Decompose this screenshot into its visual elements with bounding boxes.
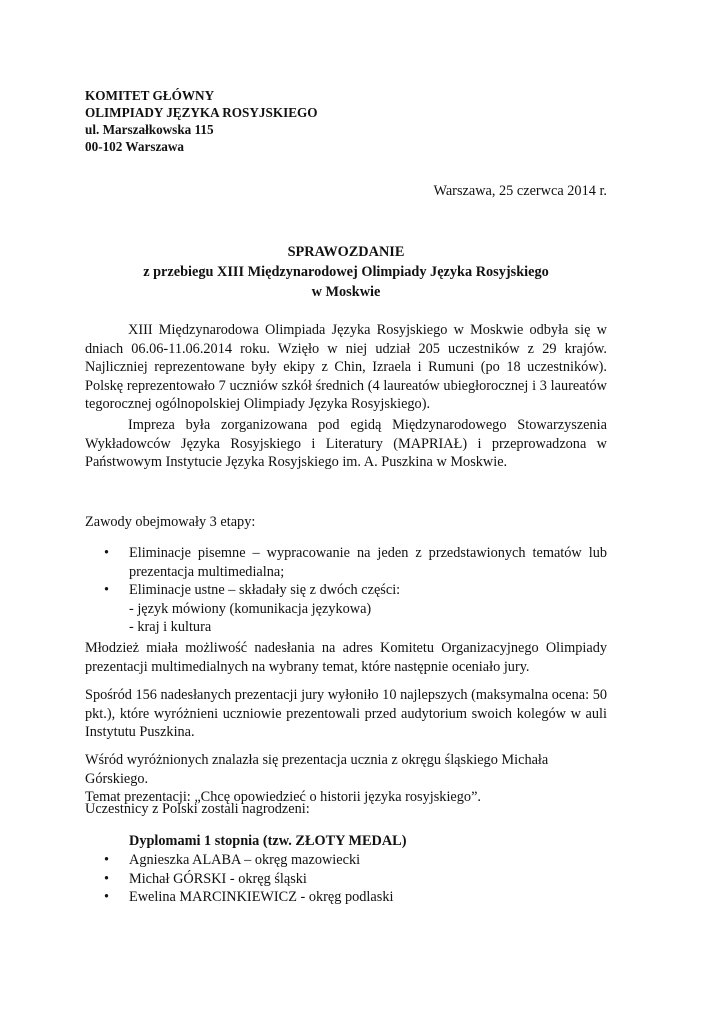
title-line-1: SPRAWOZDANIE bbox=[287, 244, 405, 260]
award-item-text: Agnieszka ALABA – okręg mazowiecki bbox=[129, 852, 361, 868]
stage-sub-item-culture: - kraj i kultura bbox=[129, 619, 212, 635]
paragraph-stages-intro: Zawody obejmowały 3 etapy: bbox=[85, 514, 256, 530]
stage-item-written bbox=[104, 544, 607, 581]
award-item-text: Michał GÓRSKI - okręg śląski bbox=[129, 870, 307, 887]
paragraph-presentations: Młodzież miała możliwość nadesłania na adres Komitetu Organizacyjnego Olimpiady prezentacji multimedialnych na wybrany temat, które następnie oceniało jury. bbox=[85, 640, 607, 675]
paragraph-olympiad-summary: XIII Międzynarodowa Olimpiada Języka Rosyjskiego w Moskwie odbyła się w dniach 06.06-11.06.2014 roku. Wzięło w niej udział 205 uczestników z 29 krajów. Najliczniej reprezentowane były ekipy z Chin, Izraela i Rumuni (po 18 uczestników). Polskę reprezentowało 7 uczniów szkół średnich (4 laureatów ubiegłorocznej i 3 laureatów tegorocznej ogólnopolskiej Olimpiady Języka Rosyjskiego). bbox=[85, 322, 607, 412]
header-line-2: OLIMPIADY JĘZYKA ROSYJSKIEGO bbox=[85, 105, 318, 120]
document-title bbox=[85, 242, 607, 302]
distinguished-line-1: Wśród wyróżnionych znalazła się prezentacja ucznia z okręgu śląskiego Michała Górskiego. bbox=[85, 752, 549, 787]
bullet-icon: • bbox=[104, 545, 110, 561]
stage-sub-item-language: - język mówiony (komunikacja językowa) bbox=[129, 600, 372, 617]
bullet-icon: • bbox=[104, 582, 110, 598]
stages-list bbox=[104, 544, 607, 637]
bullet-icon: • bbox=[104, 889, 110, 905]
stage-item-oral bbox=[104, 581, 607, 637]
stage-item-oral-text: Eliminacje ustne – składały się z dwóch części: bbox=[129, 582, 401, 598]
awards-heading: Dyplomami 1 stopnia (tzw. ZŁOTY MEDAL) bbox=[129, 833, 407, 849]
award-item bbox=[104, 870, 393, 889]
header-line-3: ul. Marszałkowska 115 bbox=[85, 122, 214, 137]
stage-item-written-text: Eliminacje pisemne – wypracowanie na jeden z przedstawionych tematów lub prezentacja multimedialna; bbox=[129, 545, 607, 580]
committee-header bbox=[85, 87, 318, 155]
bullet-icon: • bbox=[104, 852, 110, 868]
paragraph-distinguished bbox=[85, 751, 607, 807]
award-item bbox=[104, 888, 393, 907]
award-item-text: Ewelina MARCINKIEWICZ - okręg podlaski bbox=[129, 889, 394, 905]
paragraph-organization: Impreza była zorganizowana pod egidą Międzynarodowego Stowarzyszenia Wykładowców Języka Rosyjskiego i Literatury (MAPRIAŁ) i przeprowadzona w Państwowym Instytucie Języka Rosyjskiego im. A. Puszkina w Moskwie. bbox=[85, 417, 607, 470]
title-line-3: w Moskwie bbox=[311, 284, 381, 300]
document-date: Warszawa, 25 czerwca 2014 r. bbox=[433, 183, 607, 199]
paragraph-awards-intro: Uczestnicy z Polski zostali nagrodzeni: bbox=[85, 801, 310, 817]
header-line-1: KOMITET GŁÓWNY bbox=[85, 88, 215, 103]
bullet-icon: • bbox=[104, 870, 110, 887]
award-item bbox=[104, 851, 393, 870]
paragraph-jury-selection: Spośród 156 nadesłanych prezentacji jury wyłoniło 10 najlepszych (maksymalna ocena: 50 pkt.), które wyróżnieni uczniowie prezentowali przed audytorium swoich kolegów w auli Instytutu Puszkina. bbox=[85, 687, 607, 740]
awards-list bbox=[104, 851, 393, 907]
header-line-4: 00-102 Warszawa bbox=[85, 139, 185, 154]
distinguished-line-2: Temat prezentacji: „Chcę opowiedzieć o historii języka rosyjskiego”. bbox=[85, 789, 481, 805]
title-line-2: z przebiegu XIII Międzynarodowej Olimpiady Języka Rosyjskiego bbox=[143, 264, 549, 280]
